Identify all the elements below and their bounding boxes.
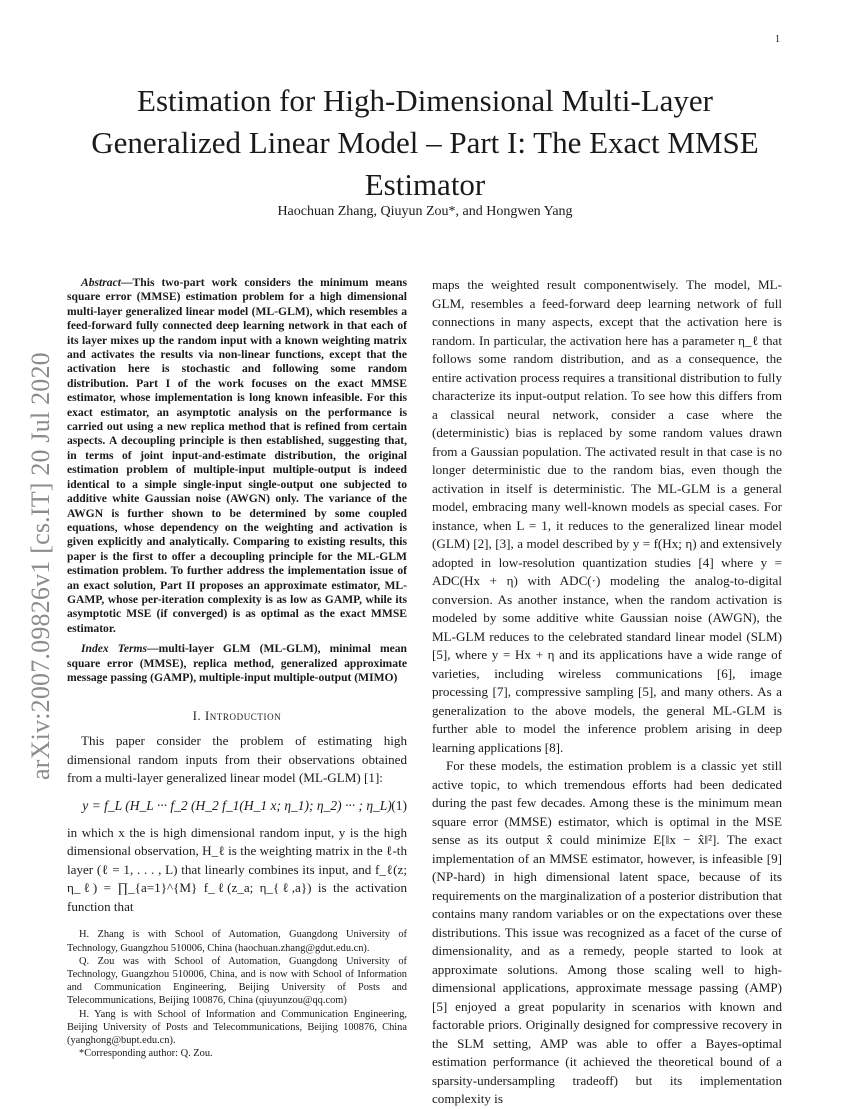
abstract	[67, 276, 407, 636]
footnote-yang: H. Yang is with School of Information and Communication Engineering, Beijing University of Posts and Telecommunications, Beijing 100876, China (yanghong@bupt.edu.cn).	[67, 1008, 407, 1046]
index-terms-text: —multi-layer GLM (ML-GLM), minimal mean square error (MMSE), replica method, generalized approximate message passing (GAMP), multiple-input multiple-output (MIMO)	[67, 642, 407, 684]
footnote-zhang: H. Zhang is with School of Automation, Guangdong University of Technology, Guangzhou 510006, China (haochuan.zhang@gdut.edu.cn).	[67, 929, 407, 954]
index-terms-label: Index Terms	[81, 642, 148, 656]
section-numeral: I.	[192, 709, 202, 724]
equation-number: (1)	[391, 797, 407, 813]
footnote-corresponding: *Corresponding author: Q. Zou.	[79, 1048, 213, 1060]
abstract-label: Abstract	[81, 276, 121, 289]
left-column	[67, 276, 407, 1060]
section-heading-introduction	[67, 709, 407, 724]
intro-paragraph-1: This paper consider the problem of estimating high dimensional random inputs from their observations obtained from a multi-layer generalized linear model (ML-GLM) [1]:	[67, 733, 407, 786]
right-paragraph-2: For these models, the estimation problem is a classic yet still active topic, to which tremendous efforts had been dedicated during the past few decades. Among these is the minimum mean square error (MMSE) estimator, which is optimal in the MSE sense as its output x̂ could minimize E[‖x − x̂‖²]. The exact implementation of an MMSE estimator, however, is infeasible [9] (NP-hard) in high dimensional latent space, because of its requirements on the marginalization of a posterior distribution that contains many random variables or on the expectations over these distributions. This issue was recognized as a facet of the curse of dimensionality, and as a remedy, people started to look at approximate solutions. Among those scaling well to high-dimensional applications, approximate message passing (AMP) [5] enjoyed a great popularity in scenarios with known and factorable priors. Originally designed for compressive recovery in the SLM setting, AMP was able to offer a Bayes-optimal estimation performance (it achieved the theoretical bound of a sparsity-undersampling tradeoff) but its implementation complexity is	[432, 758, 782, 1106]
page-number: 1	[775, 34, 780, 45]
author-list: Haochuan Zhang, Qiuyun Zou*, and Hongwen Yang	[277, 204, 573, 219]
intro-paragraph-2: in which x the is high dimensional random input, y is the high dimensional observation, H_ℓ is the weighting matrix in the ℓ-th layer (ℓ = 1, . . . , L) that linearly combines its input, and f_ℓ(z; η_ℓ) = ∏_{a=1}^{M} f_ℓ(z_a; η_{ℓ,a}) is the activation function that	[67, 824, 407, 914]
arxiv-stamp: arXiv:2007.09826v1 [cs.IT] 20 Jul 2020	[26, 352, 55, 780]
right-paragraph-1: maps the weighted result componentwisely. The model, ML-GLM, resembles a feed-forward deep learning network of full connections in many aspects, except that the activation here is random. In particular, the activation here has a parameter η_ℓ that follows some random distribution, and as a consequence, the entire activation process requires a transitional distribution to fully characterize its input-output relation. To see how this differs from a classical neural network, consider a case where the (deterministic) bias is replaced by some random values drawn from a Gaussian population. The activated result in that case is no longer deterministic due to the random bias, even though the activation in itself is deterministic. The ML-GLM is a general model, embracing many well-known models as special cases. For instance, when L = 1, it reduces to the generalized linear model (GLM) [2], [3], a model described by y = f(Hx; η) and extensively adopted in low-resolution quantization studies [4] where y = ADC(Hx + η) with ADC(·) modeling the analog-to-digital conversion. As another instance, when the random activation is modeled by some additive white Gaussian noise (AWGN), the ML-GLM reduces to the celebrated standard linear model (SLM) [5], where y = Hx + η and its applications have a wide range of varieties, including wireless communications [6], image processing [7], compressive sampling [5], and many others. As a generalization to the above models, the general ML-GLM is further able to model the inference problem arising in deep learning applications [8].	[432, 277, 782, 755]
paper-title: Estimation for High-Dimensional Multi-Layer Generalized Linear Model – Part I: The Exact MMSE Estimator	[91, 83, 759, 202]
right-column	[432, 276, 782, 1109]
section-title: Introduction	[204, 709, 282, 724]
footnotes	[67, 928, 407, 1060]
equation-1-body: y = f_L (H_L ··· f_2 (H_2 f_1(H_1 x; η_1); η_2) ··· ; η_L)	[82, 797, 392, 813]
footnote-zou: Q. Zou was with School of Automation, Guangdong University of Technology, Guangzhou 510006, China, and is now with School of Information and Communication Engineering, Beijing University of Posts and Telecommunications, Beijing 100876, China (qiuyunzou@qq.com)	[67, 955, 407, 1007]
equation-1	[67, 788, 407, 824]
abstract-text: —This two-part work considers the minimum means square error (MMSE) estimation problem for a high dimensional multi-layer generalized linear model (ML-GLM), which resembles a feed-forward fully connected deep learning network in that each of its layer mixes up the random input with a known weighting matrix and activates the results via non-linear functions, except that the activation here is stochastic and following some random distribution. Part I of the work focuses on the exact MMSE estimator, whose implementation is long known infeasible. For this exact estimator, an asymptotic analysis on the performance is carried out using a new replica method that is refined from certain aspects. A decoupling principle is then established, suggesting that, in terms of joint input-and-estimate distribution, the original estimation problem of multiple-input multiple-output is indeed identical to a simple single-input single-output one subjected to additive white Gaussian noise (AWGN) only. The variance of the AWGN is further shown to be determined by some coupled equations, whose dependency on the weighting and activation is given explicitly and analytically. Comparing to existing results, this paper is the first to offer a decoupling principle for the ML-GLM estimation problem. To further address the implementation issue of an exact solution, Part II proposes an approximate estimator, ML-GAMP, whose per-iteration complexity is as low as GAMP, while its asymptotic MSE (if converged) is as optimal as the exact MMSE estimator.	[67, 276, 407, 635]
index-terms	[67, 642, 407, 685]
